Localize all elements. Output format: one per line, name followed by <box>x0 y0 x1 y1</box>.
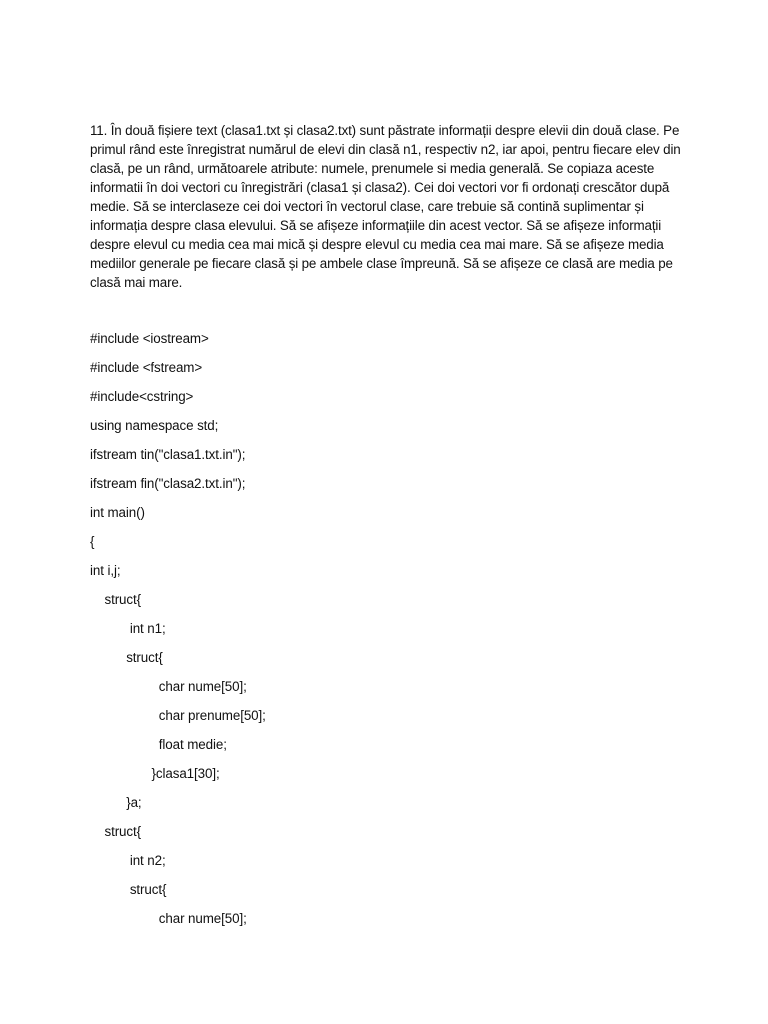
code-line: struct{ <box>90 882 167 897</box>
code-line: #include <iostream> <box>90 331 209 346</box>
code-line: struct{ <box>90 592 141 607</box>
problem-statement: 11. În două fișiere text (clasa1.txt și clasa2.txt) sunt păstrate informații despre elevii din două clase. Pe primul rând este înregistrat numărul de elevi din clasă n1, respectiv n2, iar apoi, pentru fiecare elev din clasă, pe un rând, următoarele atribute: numele, prenumele si media generală. Se copiaza aceste informatii în doi vectori cu înregistrări (clasa1 și clasa2). Cei doi vectori vor fi ordonați crescător după medie. Să se interclaseze cei doi vectori în vectorul clase, care trebuie să contină suplimentar și informația despre clasa elevului. Să se afișeze informațiile din acest vector. Să se afișeze informații despre elevul cu media cea mai mică și despre elevul cu media cea mai mare. Să se afișeze media mediilor generale pe fiecare clasă și pe ambele clase împreună. Să se afișeze ce clasă are media pe clasă mai mare. <box>90 123 681 290</box>
code-line: struct{ <box>90 824 141 839</box>
code-line: #include<cstring> <box>90 389 194 404</box>
code-line: char nume[50]; <box>90 911 247 926</box>
code-line: char prenume[50]; <box>90 708 266 723</box>
code-line: #include <fstream> <box>90 360 203 375</box>
code-line: int i,j; <box>90 563 121 578</box>
code-line: int n2; <box>90 853 166 868</box>
code-line: struct{ <box>90 650 163 665</box>
code-line: ifstream tin("clasa1.txt.in"); <box>90 447 246 462</box>
code-listing <box>90 328 266 937</box>
code-line: using namespace std; <box>90 418 219 433</box>
code-line: }clasa1[30]; <box>90 766 220 781</box>
code-line: int main() <box>90 505 145 520</box>
code-line: ifstream fin("clasa2.txt.in"); <box>90 476 246 491</box>
code-line: float medie; <box>90 737 227 752</box>
code-line: }a; <box>90 795 142 810</box>
code-line: int n1; <box>90 621 166 636</box>
code-line: { <box>90 534 95 549</box>
code-line: char nume[50]; <box>90 679 247 694</box>
